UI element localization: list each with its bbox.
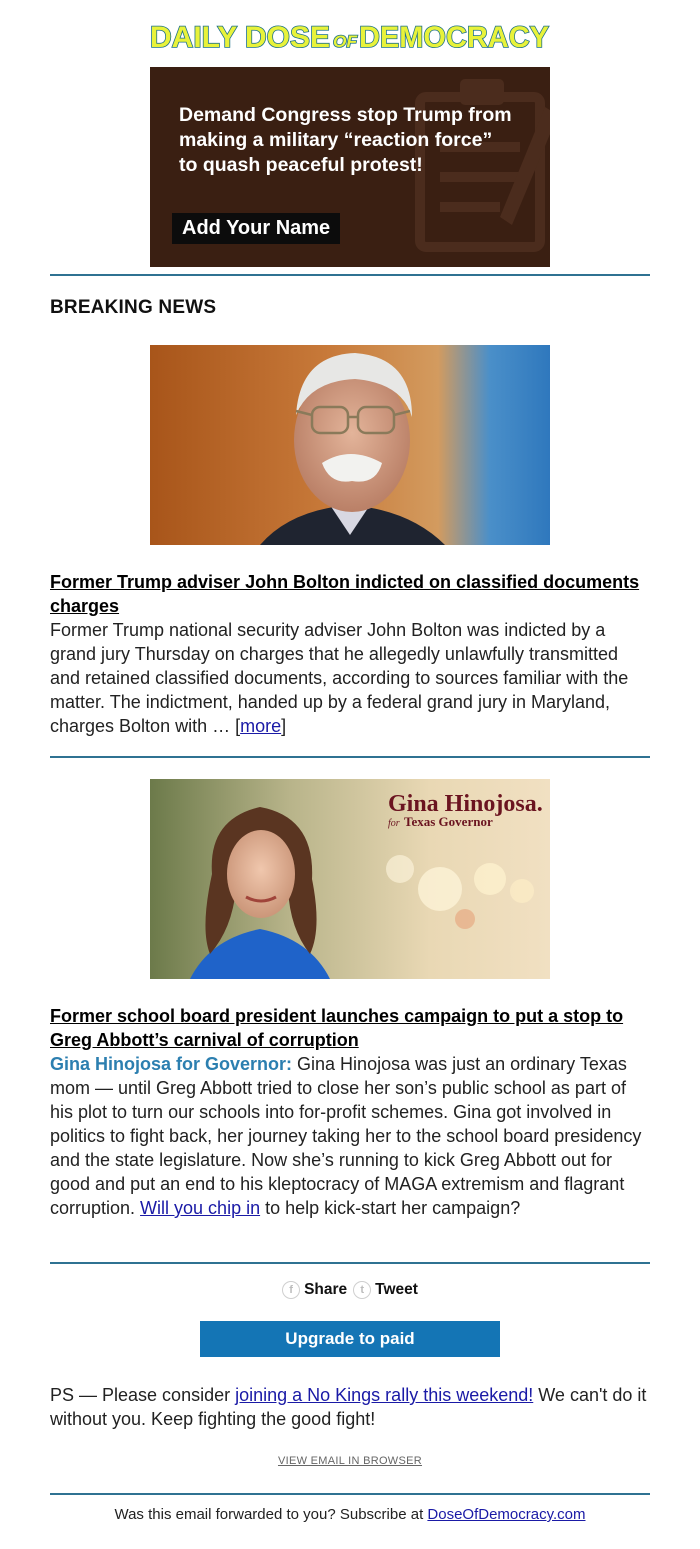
divider: [50, 756, 650, 758]
ps-suffix: We can't do it without you. Keep fighting the good fight!: [50, 1385, 647, 1429]
article-2-title-link[interactable]: Former school board president launches campaign to put a stop to Greg Abbott’s carnival of corruption: [50, 1006, 624, 1050]
article-2-body-text: Gina Hinojosa was just an ordinary Texas mom — until Greg Abbott tried to close her son’s public school as part of his plot to turn our schools into for-profit schemes. Gina got involved in politics to fight back, her journey taking her to the school board presidency and the state legislature. Now she’s running to kick Greg Abbott out for good and put an end to his kleptocracy of MAGA extremism and flagrant corruption.: [50, 1054, 642, 1218]
divider: [50, 274, 650, 276]
divider: [50, 1262, 650, 1264]
article-1-title-link[interactable]: Former Trump adviser John Bolton indicted on classified documents charges: [50, 572, 640, 616]
hinojosa-campaign-photo[interactable]: [150, 779, 550, 979]
hinojosa-logo-name: Gina Hinojosa.: [388, 791, 543, 817]
article-1-body: [50, 618, 650, 738]
logo-text-daily-dose: DAILY DOSE: [150, 21, 330, 54]
no-kings-rally-link[interactable]: joining a No Kings rally this weekend!: [235, 1385, 534, 1405]
logo[interactable]: [150, 16, 550, 56]
banner-headline-line: to quash peaceful protest!: [179, 154, 423, 176]
add-your-name-button[interactable]: Add Your Name: [172, 213, 340, 244]
divider: [50, 1493, 650, 1495]
banner-headline-line: Demand Congress stop Trump from: [179, 104, 512, 126]
petition-banner[interactable]: [150, 67, 550, 267]
logo-text-democracy: DEMOCRACY: [359, 21, 549, 54]
upgrade-to-paid-button[interactable]: Upgrade to paid: [200, 1321, 500, 1357]
article-2-body-end: to help kick-start her campaign?: [260, 1198, 521, 1218]
more-bracket-open: [: [235, 716, 241, 736]
share-label: Share: [304, 1281, 348, 1298]
logo-text-of: OF: [333, 32, 358, 51]
view-in-browser-link[interactable]: VIEW EMAIL IN BROWSER: [277, 1455, 423, 1467]
hinojosa-logo-for: for: [388, 818, 400, 829]
hinojosa-logo-office: Texas Governor: [404, 814, 493, 829]
sponsor-label: Gina Hinojosa for Governor:: [50, 1054, 293, 1074]
footer: [50, 1506, 650, 1523]
subscribe-link[interactable]: DoseOfDemocracy.com: [427, 1506, 586, 1523]
footer-text: Was this email forwarded to you? Subscribe at: [114, 1506, 428, 1523]
section-title: BREAKING NEWS: [50, 297, 217, 318]
twitter-icon: t: [353, 1281, 371, 1299]
article-1-body-text: Former Trump national security adviser John Bolton was indicted by a grand jury Thursday on charges that he allegedly unlawfully transmitted and retained classified documents, according to sources familiar with the matter. The indictment, handed up by a federal grand jury in Maryland, charges Bolton with …: [50, 620, 629, 736]
hinojosa-photo-image: [150, 779, 550, 979]
article-2-body: [50, 1052, 650, 1220]
ps-prefix: PS — Please consider: [50, 1385, 236, 1405]
bolton-photo[interactable]: [150, 345, 550, 545]
ps-paragraph: [50, 1383, 650, 1431]
banner-headline: [179, 103, 539, 178]
tweet-label: Tweet: [375, 1281, 418, 1298]
banner-headline-line: making a military “reaction force”: [179, 129, 493, 151]
logo-wordmark: [150, 16, 550, 56]
more-link[interactable]: more: [240, 716, 282, 736]
facebook-icon: f: [282, 1281, 300, 1299]
tweet-button[interactable]: [353, 1281, 418, 1299]
share-button[interactable]: [282, 1281, 347, 1299]
chip-in-link[interactable]: Will you chip in: [140, 1198, 261, 1218]
more-bracket-close: ]: [281, 716, 287, 736]
share-row: [50, 1281, 650, 1299]
bolton-photo-image: [150, 345, 550, 545]
